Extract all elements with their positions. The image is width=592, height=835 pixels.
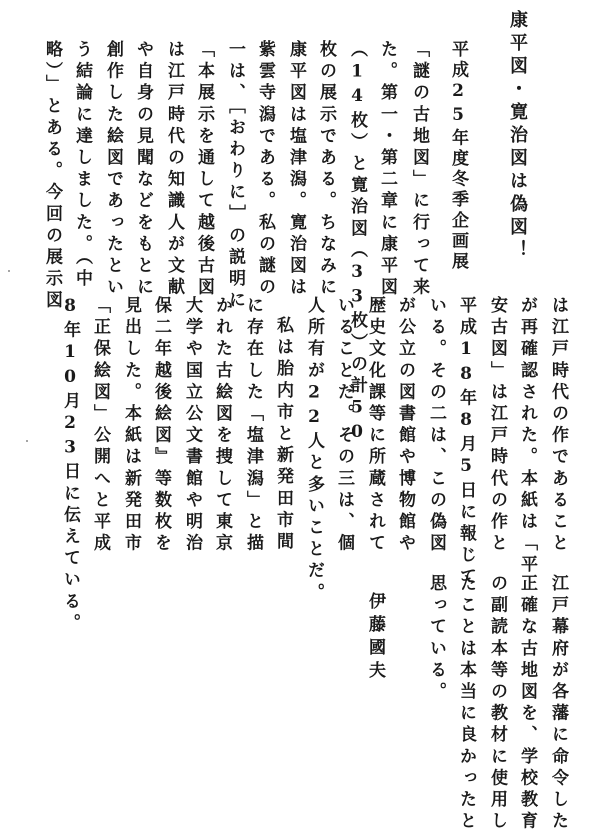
lower-line: 安古図」は江戸時代の作と bbox=[487, 296, 507, 556]
closing-line: たことは本当に良かったと bbox=[456, 574, 476, 834]
lower-line: 保二年越後絵図』等数枚を bbox=[151, 296, 171, 556]
article-subtitle: 平成25年度冬季企画展 bbox=[448, 40, 468, 273]
closing-line: の副読本等の教材に使用し bbox=[487, 574, 507, 834]
upper-line: や自身の見聞などをもとに bbox=[133, 40, 153, 300]
upper-line: 一は、［おわりに］の説明に bbox=[225, 40, 245, 313]
lower-line: 「正保絵図」公開へと平成 bbox=[90, 296, 110, 556]
lower-line: 8年10月23日に伝えている。 bbox=[60, 296, 80, 635]
lower-line: 平成18年8月5日に報じて bbox=[456, 296, 476, 589]
lower-line: いることだ。その三は、個 bbox=[334, 296, 354, 556]
lower-line: が再確認された。本紙は「平 bbox=[517, 296, 537, 577]
closing-line: 思っている。 bbox=[426, 574, 446, 704]
upper-line: う結論に達しました。（中 bbox=[72, 40, 92, 291]
lower-line: が公立の図書館や博物館や bbox=[395, 296, 415, 556]
closing-line: 江戸幕府が各藩に命令した bbox=[548, 574, 568, 834]
lower-line: 歴史文化課等に所蔵されて bbox=[365, 296, 385, 556]
article-title: 康平図・寛治図は偽図！ bbox=[507, 10, 528, 263]
upper-line: は江戸時代の知識人が文献 bbox=[164, 40, 184, 300]
closing-line: 正確な古地図を、学校教育 bbox=[517, 574, 537, 834]
lower-line: に存在した「塩津潟」と描 bbox=[243, 296, 263, 556]
upper-line: （14枚）と寛治図（33枚）の計50 bbox=[347, 40, 367, 447]
upper-line: 「謎の古地図」に行って来 bbox=[409, 40, 429, 300]
lower-line: は江戸時代の作であること bbox=[548, 296, 568, 556]
upper-line: 「本展示を通して越後古図 bbox=[194, 40, 214, 300]
upper-line: 略）」とある。今回の展示図 bbox=[42, 40, 62, 313]
author-name: 伊藤國夫 bbox=[365, 592, 385, 684]
scan-speck bbox=[26, 440, 28, 442]
upper-line: 紫雲寺潟である。私の謎の bbox=[255, 40, 275, 300]
lower-line: かれた古絵図を捜して東京 bbox=[212, 296, 232, 556]
lower-line: 見出した。本紙は新発田市 bbox=[121, 296, 141, 556]
scan-speck bbox=[8, 270, 10, 272]
upper-line: た。第一・第二章に康平図 bbox=[377, 40, 397, 300]
lower-line: 大学や国立公文書館や明治 bbox=[182, 296, 202, 556]
upper-line: 創作した絵図であったとい bbox=[103, 40, 123, 300]
lower-line: いる。その二は、この偽図 bbox=[426, 296, 446, 556]
lower-line: 人所有が22人と多いことだ。 bbox=[304, 296, 324, 605]
upper-line: 枚の展示である。ちなみに bbox=[316, 40, 336, 300]
upper-line: 康平図は塩津潟。寛治図は bbox=[286, 40, 306, 300]
lower-line: 私は胎内市と新発田市間 bbox=[273, 316, 293, 554]
